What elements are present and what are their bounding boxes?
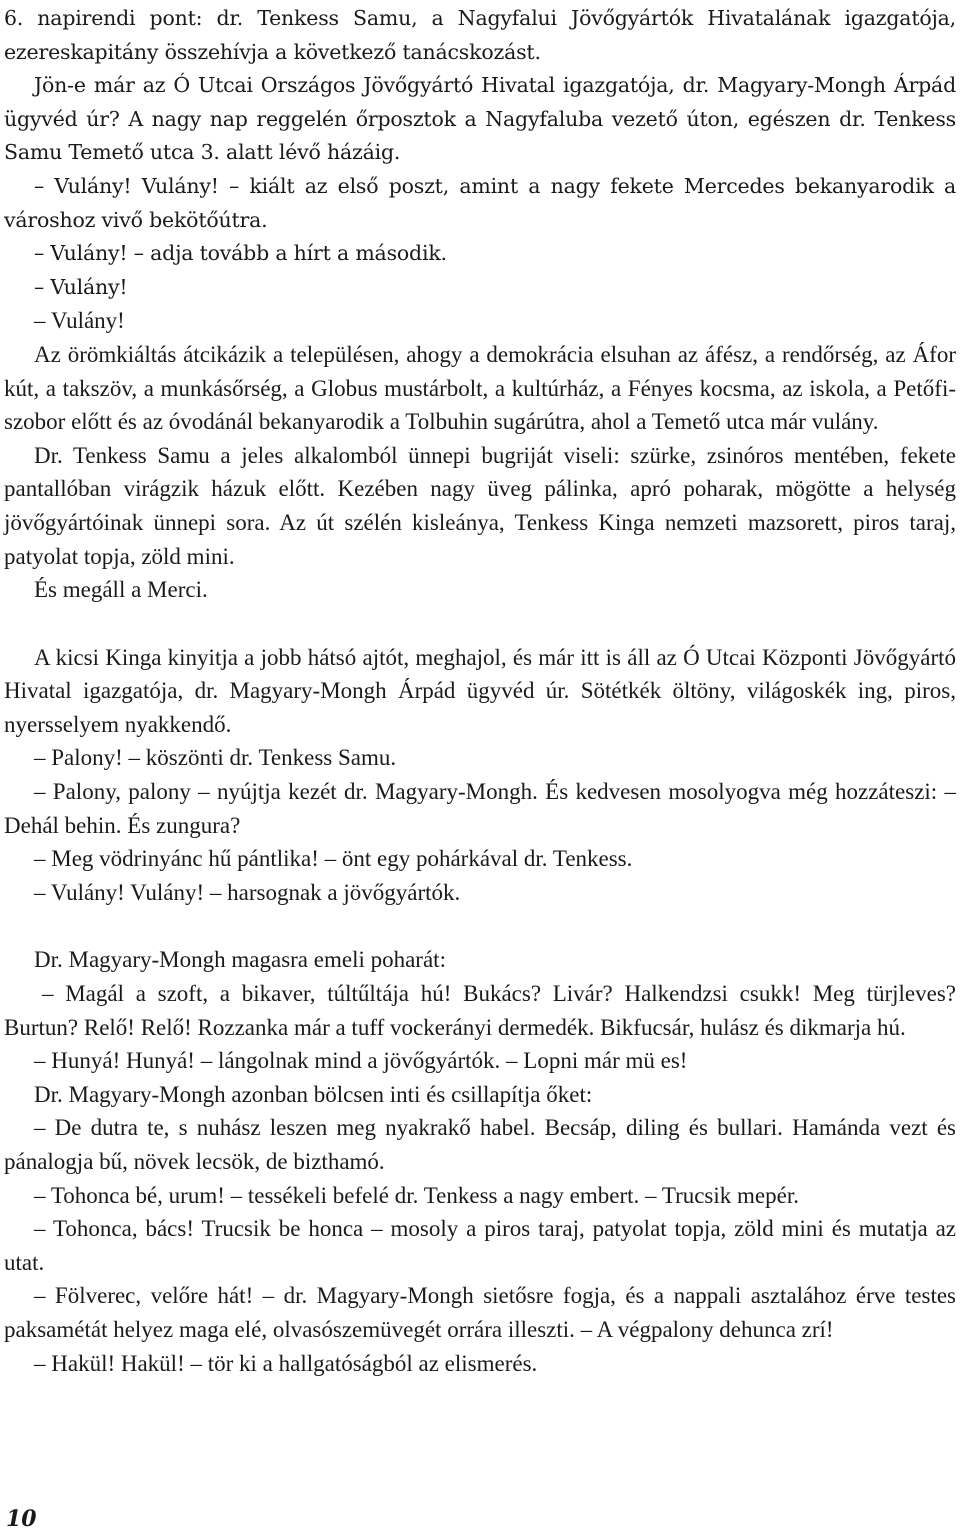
- paragraph-cheers: – Vulány! Vulány! – harsognak a jövőgyártók.: [34, 879, 461, 905]
- paragraph-acclaim: – Hakül! Hakül! – tör ki a hallgatóságból az elismerés.: [34, 1350, 538, 1376]
- paragraph-merci-stops: És megáll a Merci.: [34, 577, 208, 603]
- paragraph-meeting-start: – Fölverec, velőre hát! – dr. Magyary-Mongh sietősre fogja, és a nappali asztalához érve testes paksamétát helyez maga elé, olvasószemüvegét orrára illeszti. – A végpalony dehunca zrí!: [4, 1283, 956, 1342]
- paragraph-toast-speech: – Magál a szoft, a bikaver, túltűltája hú! Bukács? Livár? Halkendzsi csukk! Meg türjleves? Burtun? Relő! Relő! Rozzanka már a tuff vockerányi dermedék. Bikfucsár, hulász és dikmarja hú.: [4, 981, 956, 1040]
- paragraph-vulany-1: – Vulány!: [34, 274, 128, 299]
- paragraph-wisdom: – De dutra te, s nuhász leszen meg nyakrakő habel. Becsáp, diling és bullari. Hamánda vezt és pánalogja bű, növek lecsök, de bizthamó.: [4, 1115, 956, 1174]
- paragraph-tenkess-attire: Dr. Tenkess Samu a jeles alkalomból ünnepi bugriját viseli: szürke, zsinóros mentében, fekete pantallóban virágzik házuk előtt. Kezében nagy üveg pálinka, apró poharak, mögötte a helység jövőgyártóinak ünnepi sora. Az út szélén kisleánya, Tenkess Kinga nemzeti mazsorett, piros taraj, patyolat topja, zöld mini.: [4, 442, 956, 569]
- paragraph-invite-in: – Tohonca bé, urum! – tessékeli befelé dr. Tenkess a nagy embert. – Trucsik mepér.: [34, 1182, 799, 1208]
- paragraph-kinga-opens-door: A kicsi Kinga kinyitja a jobb hátsó ajtót, meghajol, és már itt is áll az Ó Utcai Központi Jövőgyártó Hivatal igazgatója, dr. Magyary-Mongh Árpád ügyvéd úr. Sötétkék öltöny, világoskék ing, piros, nyersselyem nyakkendő.: [4, 644, 956, 737]
- paragraph-celebration: Az örömkiáltás átcikázik a településen, ahogy a demokrácia elsuhan az áfész, a rendőrség, az Áfor kút, a takszöv, a munkásőrség, a Globus mustárbolt, a kultúrház, a Fényes kocsma, az iskola, a Petőfi-szobor előtt és az óvodánál bekanyarodik a Tolbuhin sugárútra, ahol a Temető utca már vulány.: [4, 341, 956, 435]
- section-gap: [4, 607, 956, 641]
- section-gap: [4, 909, 956, 943]
- paragraph-arrival: Jön-e már az Ó Utcai Országos Jövőgyártó Hivatal igazgatója, dr. Magyary-Mongh Árpád ügyvéd úr? A nagy nap reggelén őrposztok a Nagyfaluba vezető úton, egészen dr. Tenkess Samu Temető utca 3. alatt lévő házáig.: [4, 73, 956, 165]
- paragraph-pour-drink: – Meg vödrinyánc hű pántlika! – önt egy pohárkával dr. Tenkess.: [34, 846, 633, 872]
- paragraph-greeting: – Palony! – köszönti dr. Tenkess Samu.: [34, 745, 397, 771]
- document-page: [4, 2, 956, 1380]
- paragraph-hunya: – Hunyá! Hunyá! – lángolnak mind a jövőgyártók. – Lopni már mü es!: [34, 1048, 688, 1074]
- paragraph-kinga-leads: – Tohonca, bács! Trucsik be honca – mosoly a piros taraj, patyolat topja, zöld mini és mutatja az utat.: [4, 1216, 956, 1275]
- paragraph-first-post: – Vulány! Vulány! – kiált az első poszt, amint a nagy fekete Mercedes bekanyarodik a városhoz vivő bekötőútra.: [4, 173, 956, 232]
- paragraph-second-post: – Vulány! – adja tovább a hírt a második.: [34, 241, 447, 266]
- paragraph-handshake: – Palony, palony – nyújtja kezét dr. Magyary-Mongh. És kedvesen mosolyogva még hozzáteszi: – Dehál behin. És zungura?: [4, 779, 956, 838]
- page-number: 10: [6, 1506, 37, 1532]
- paragraph-vulany-2: – Vulány!: [34, 308, 125, 334]
- paragraph-calming: Dr. Magyary-Mongh azonban bölcsen inti és csillapítja őket:: [34, 1081, 593, 1107]
- paragraph-agenda-item: 6. napirendi pont: dr. Tenkess Samu, a Nagyfalui Jövőgyártók Hivatalának igazgatója, ezereskapitány összehívja a következő tanácskozást.: [4, 6, 956, 64]
- paragraph-raise-glass: Dr. Magyary-Mongh magasra emeli poharát:: [34, 947, 446, 973]
